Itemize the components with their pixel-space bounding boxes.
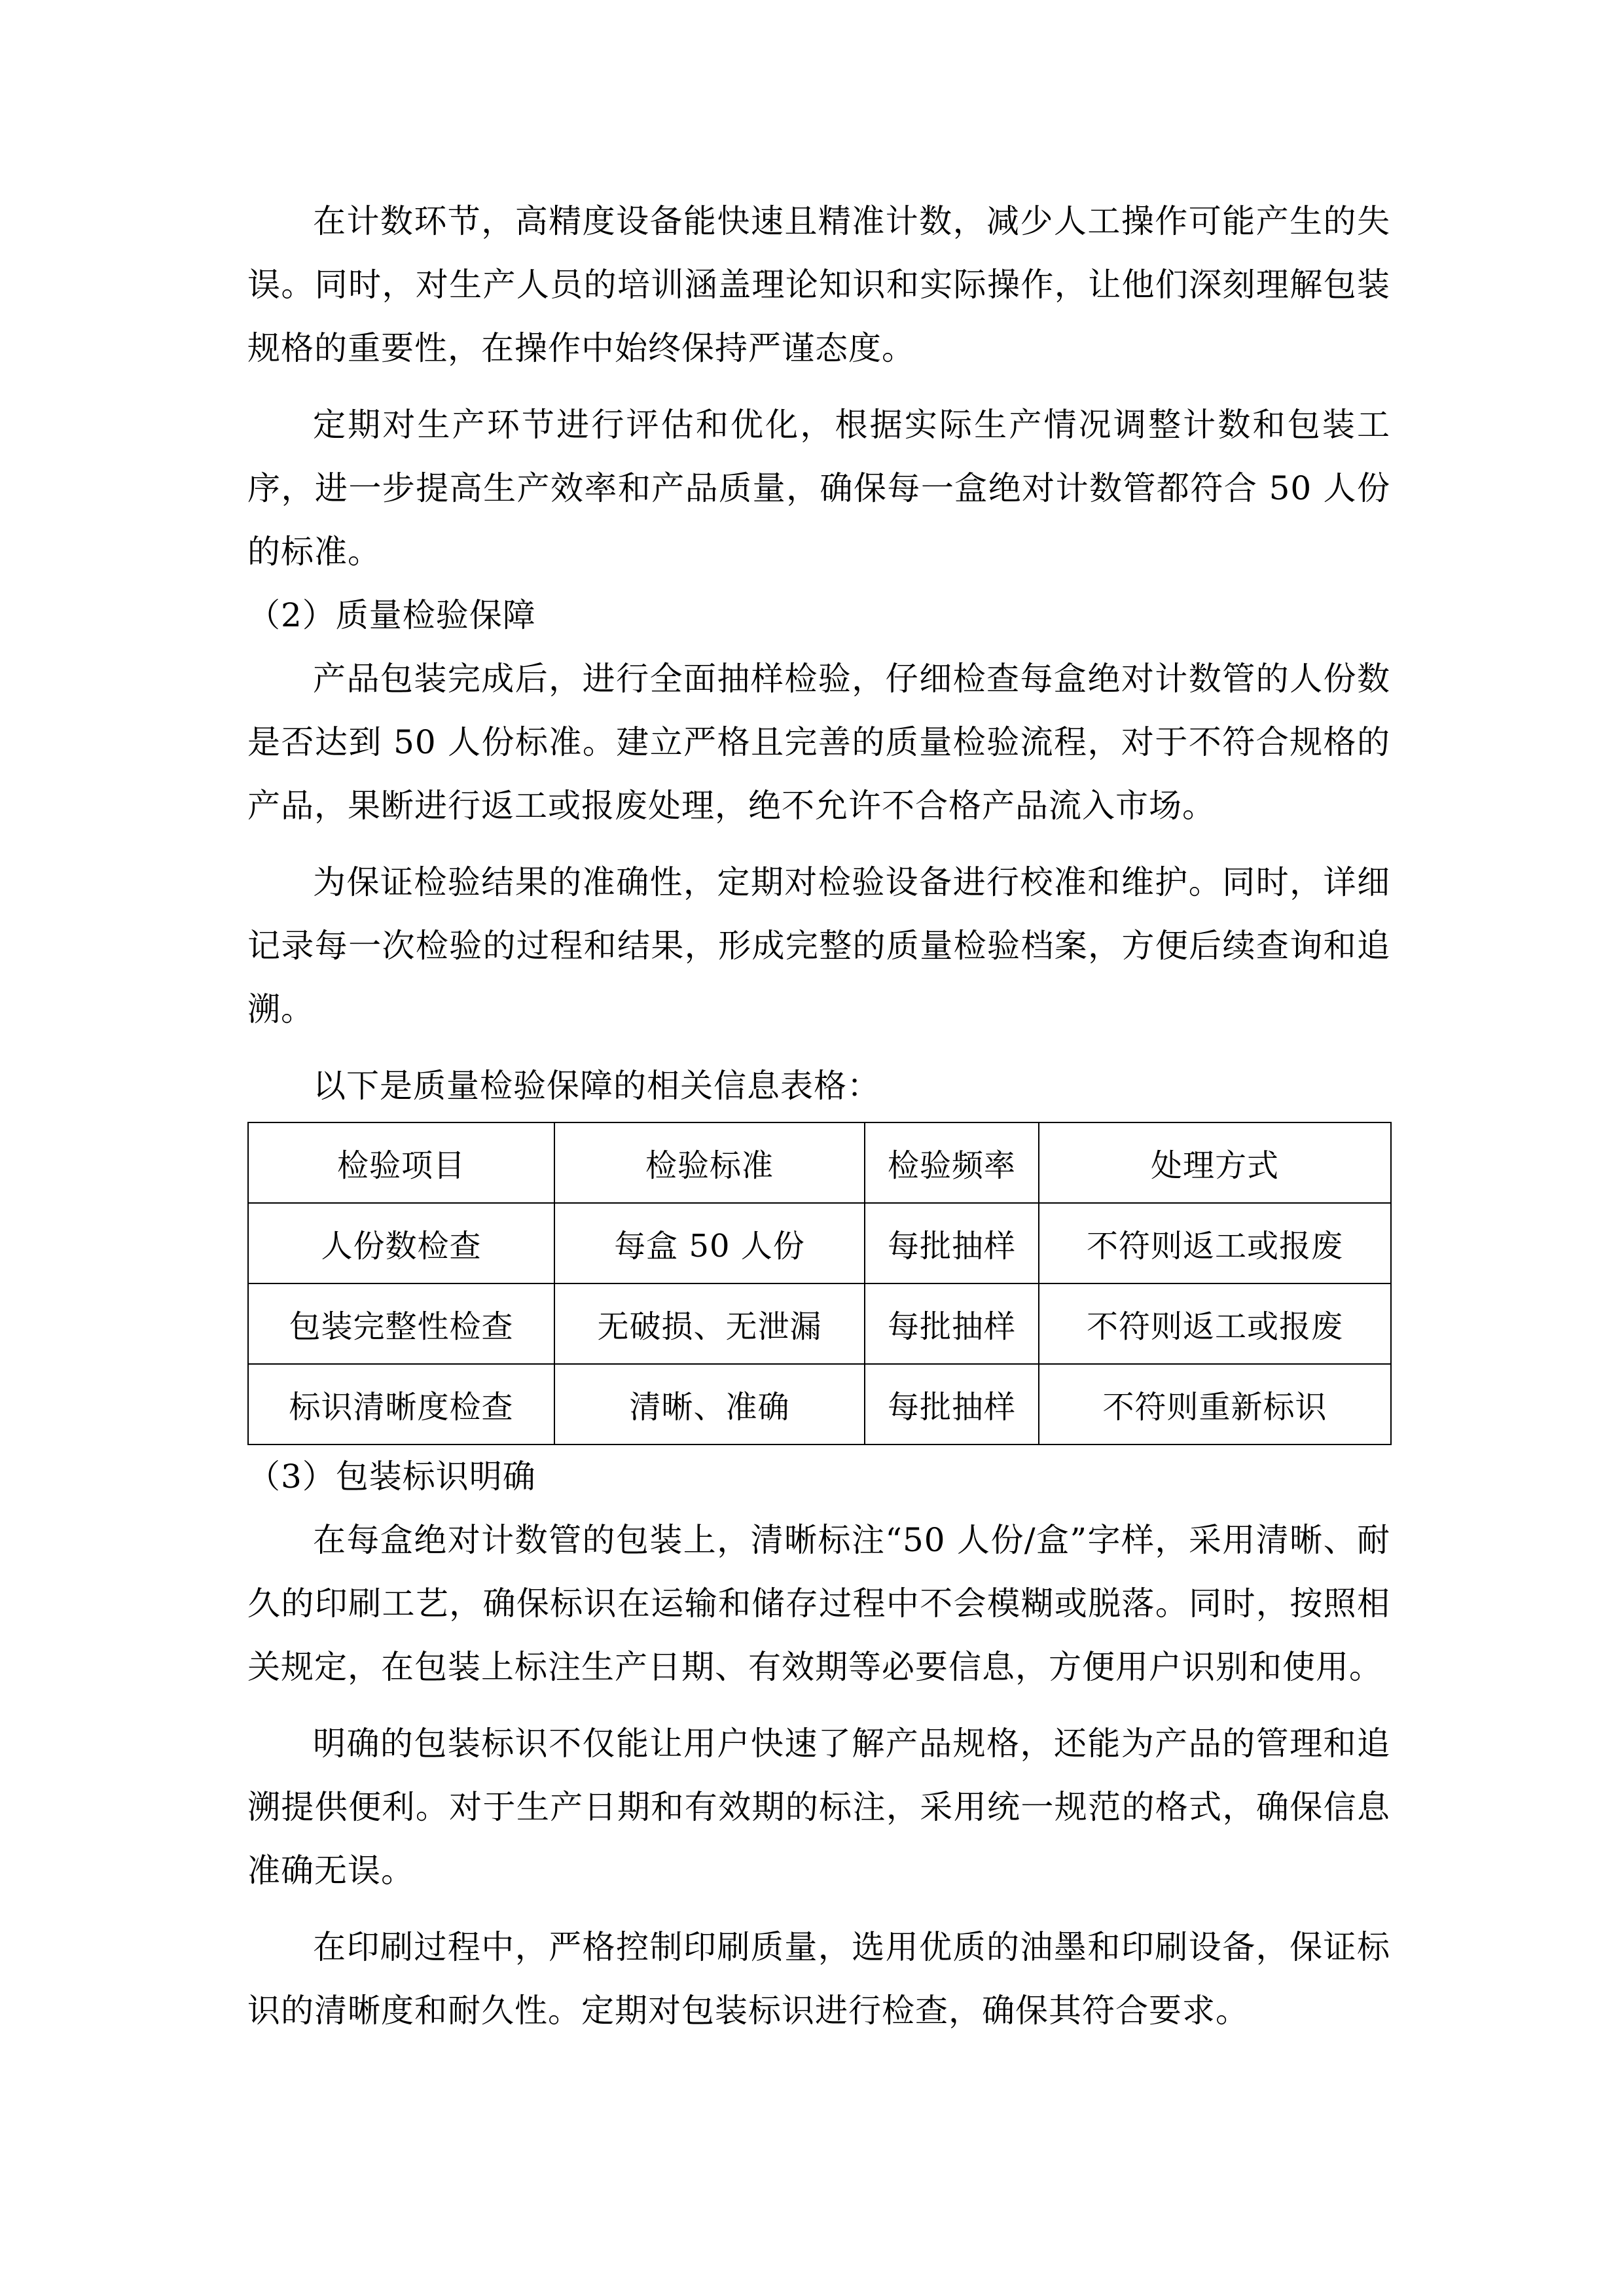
page-content [247, 190, 1390, 2043]
table-header-cell: 检验标准 [554, 1122, 865, 1203]
table-cell: 清晰、准确 [554, 1364, 865, 1444]
table-cell: 人份数检查 [248, 1203, 554, 1283]
table-cell: 包装完整性检查 [248, 1283, 554, 1364]
paragraph-calibration: 为保证检验结果的准确性，定期对检验设备进行校准和维护。同时，详细记录每一次检验的过程和结果，形成完整的质量检验档案，方便后续查询和追溯。 [247, 863, 1390, 1028]
table-row [248, 1203, 1391, 1283]
paragraph-optimization: 定期对生产环节进行评估和优化，根据实际生产情况调整计数和包装工序，进一步提高生产效率和产品质量，确保每一盒绝对计数管都符合 50 人份的标准。 [247, 406, 1390, 571]
table-cell: 每批抽样 [865, 1364, 1039, 1444]
section-heading-packaging-label: （3）包装标识明确 [247, 1458, 536, 1496]
table-cell: 标识清晰度检查 [248, 1364, 554, 1444]
paragraph-print-quality: 在印刷过程中，严格控制印刷质量，选用优质的油墨和印刷设备，保证标识的清晰度和耐久性。定期对包装标识进行检查，确保其符合要求。 [247, 1928, 1390, 2030]
table-header-cell: 检验项目 [248, 1122, 554, 1203]
table-cell: 每批抽样 [865, 1203, 1039, 1283]
paragraph-label-printing: 在每盒绝对计数管的包装上，清晰标注“50 人份/盒”字样，采用清晰、耐久的印刷工艺，确保标识在运输和储存过程中不会模糊或脱落。同时，按照相关规定，在包装上标注生产日期、有效期等必要信息，方便用户识别和使用。 [247, 1521, 1390, 1686]
table-row [248, 1364, 1391, 1444]
table-cell: 无破损、无泄漏 [554, 1283, 865, 1364]
paragraph-sampling-inspection: 产品包装完成后，进行全面抽样检验，仔细检查每盒绝对计数管的人份数是否达到 50 人份标准。建立严格且完善的质量检验流程，对于不符合规格的产品，果断进行返工或报废处理，绝不允许不合格产品流入市场。 [247, 660, 1390, 825]
table-cell: 每批抽样 [865, 1283, 1039, 1364]
table-row [248, 1283, 1391, 1364]
table-cell: 不符则重新标识 [1039, 1364, 1391, 1444]
table-header-cell: 处理方式 [1039, 1122, 1391, 1203]
section-heading-quality-inspection: （2）质量检验保障 [247, 596, 536, 634]
quality-inspection-table [247, 1122, 1392, 1445]
table-header-cell: 检验频率 [865, 1122, 1039, 1203]
table-header-row [248, 1122, 1391, 1203]
table-cell: 每盒 50 人份 [554, 1203, 865, 1283]
paragraph-table-intro: 以下是质量检验保障的相关信息表格： [313, 1067, 880, 1105]
table-cell: 不符则返工或报废 [1039, 1283, 1391, 1364]
paragraph-label-benefits: 明确的包装标识不仅能让用户快速了解产品规格，还能为产品的管理和追溯提供便利。对于生产日期和有效期的标注，采用统一规范的格式，确保信息准确无误。 [247, 1725, 1390, 1890]
paragraph-counting: 在计数环节，高精度设备能快速且精准计数，减少人工操作可能产生的失误。同时，对生产人员的培训涵盖理论知识和实际操作，让他们深刻理解包装规格的重要性，在操作中始终保持严谨态度。 [247, 202, 1390, 367]
table-cell: 不符则返工或报废 [1039, 1203, 1391, 1283]
